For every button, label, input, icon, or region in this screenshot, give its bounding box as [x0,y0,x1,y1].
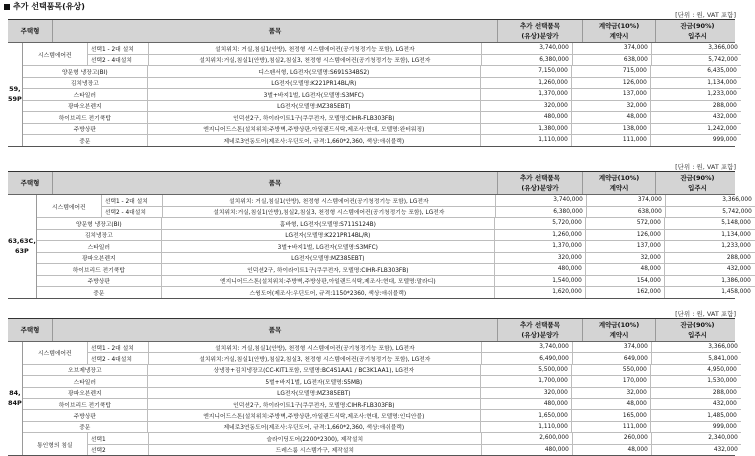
header-item: 품목 [53,319,498,341]
header-deposit [583,319,656,341]
item-description: 인덕션2구, 하이라이트1구(쿠쿠전자, 모델명:CIHR-FLB303FB) [148,112,481,123]
header-deposit-line: 계약금(10%) [598,22,640,30]
row-group [23,43,741,66]
deposit-cell: 638,000 [573,55,652,66]
header-item: 품목 [53,20,498,42]
deposit-cell: 48,000 [572,399,651,409]
balance-cell: 1,134,000 [707,79,737,86]
item-description: 상냉장+김치냉장고(CC-KIT1포함, 모델명:BC4S1AA1 / BC3K1AA1), LG전자 [148,365,481,375]
item-description: LG전자(모델명:MZ385EBT) [162,253,495,264]
item-description: 슬라이딩도어(2200*2300), 제작설치 [149,433,482,443]
item-name: 중문 [23,422,148,432]
header-deposit [583,20,656,42]
table-row [23,388,741,399]
item-name: 하이브리드 전기쿡탑 [23,399,148,409]
price-cell: 7,150,000 [481,66,572,77]
deposit-cell: 638,000 [587,207,666,218]
deposit-cell: 32,000 [572,388,651,398]
item-description: 인덕션2구, 하이라이트1구(쿠쿠전자, 모델명:CIHR-FLB303FB) [148,399,481,409]
deposit-cell: 572,000 [586,218,665,229]
table-header [8,318,735,342]
item-description: 설치위치: 거실,침실1(안방), 천정형 시스템에어컨(공기청정기능 포함), LG전자 [163,195,496,206]
item-name: 주방상판 [23,124,148,135]
item-description: LG전자(모델명:K221PR14BL/R) [148,78,481,89]
table-row [37,287,755,298]
item-description: 설치위치:거실,침실1(안방),침실2,침실3, 천정형 시스템에어컨(공기청정기능 포함), LG전자 [163,207,496,218]
group-name: 시스템에어컨 [23,342,88,364]
option-label: 선택2 - 4대설치 [102,207,163,218]
item-description: 3벌+바지1벌, LG전자(모델명:S3MFC) [148,89,481,100]
item-name: 중문 [23,135,148,146]
balance-cell: 4,950,000 [707,366,737,373]
option-label: 선택1 [88,433,149,443]
item-name: 하이브리드 전기쿡탑 [37,264,162,275]
header-deposit-line: 계약시 [609,32,629,40]
header-deposit-line: 계약금(10%) [598,321,640,329]
row-group [37,195,755,218]
price-cell: 1,380,000 [481,124,572,135]
table-header [8,19,735,43]
deposit-cell: 137,000 [572,89,651,100]
price-cell: 320,000 [481,388,572,398]
header-deposit-line: 계약시 [609,184,629,192]
header-unit-type: 주택형 [8,172,53,194]
balance-cell: 1,233,000 [707,91,737,98]
options-table [8,171,752,299]
item-name: 주방상판 [23,410,148,420]
item-description: LG전자(모델명:MZ385EBT) [148,101,481,112]
deposit-cell: 649,000 [573,353,652,363]
header-price-line: 추가 선택품목 [520,22,560,30]
deposit-cell: 48,000 [586,264,665,275]
item-name: 중문 [37,287,162,298]
deposit-cell: 550,000 [572,365,651,375]
table-row [23,376,741,387]
header-item: 품목 [53,172,498,194]
deposit-cell: 111,000 [572,422,651,432]
item-name: 김치냉장고 [23,78,148,89]
table-row [88,445,741,455]
table-row [23,66,741,78]
table-row [37,218,755,230]
balance-cell: 288,000 [726,254,751,261]
header-deposit-line: 계약시 [609,331,629,339]
balance-cell: 432,000 [713,446,738,453]
price-cell: 1,260,000 [495,230,586,241]
item-name: 스타일러 [23,89,148,100]
price-cell: 320,000 [495,253,586,264]
header-price-line: (유상)분양가 [521,184,559,192]
item-name: 주방상판 [37,276,162,287]
header-unit-type: 주택형 [8,319,53,341]
balance-cell: 1,242,000 [707,125,737,132]
deposit-cell: 48,000 [573,445,652,455]
table-body [8,342,738,456]
header-balance-line: 잔금(90%) [680,174,715,182]
deposit-cell: 374,000 [587,195,666,206]
deposit-cell: 111,000 [572,135,651,146]
balance-cell: 432,000 [726,266,751,273]
balance-cell: 432,000 [712,114,737,121]
deposit-cell: 374,000 [573,342,652,352]
balance-cell: 999,000 [712,137,737,144]
group-name: 통인형의 침실 [23,433,88,455]
header-price [498,319,583,341]
table-row [102,207,755,218]
deposit-cell: 260,000 [573,433,652,443]
row-group [23,433,741,455]
price-cell: 5,720,000 [495,218,586,229]
price-cell: 6,490,000 [482,353,573,363]
square-bullet-icon [4,4,10,10]
table-row [37,241,755,253]
header-balance-line: 입주시 [688,184,707,192]
item-description: 스윙도어(제조사:우딘도어, 규격:1150*2360, 색상:애쉬블랙) [162,287,495,298]
item-name: 스타일러 [23,376,148,386]
table-row [88,353,741,363]
price-cell: 1,370,000 [481,89,572,100]
deposit-cell: 165,000 [572,410,651,420]
table-body [8,43,738,147]
price-cell: 6,380,000 [496,207,587,218]
header-balance-line: 입주시 [688,32,707,40]
unit-label: [단위 : 원, VAT 포함] [675,310,736,318]
option-label: 선택1 - 2대 설치 [102,195,163,206]
header-balance [656,172,739,194]
price-cell: 320,000 [481,101,572,112]
price-cell: 1,110,000 [481,135,572,146]
table-row [37,230,755,242]
unit-type-cell: 63,63C, 63P [8,195,37,298]
table-row [88,342,741,353]
item-description: 3벌+바지1벌, LG전자(모델명:S3MFC) [162,241,495,252]
deposit-cell: 715,000 [572,66,651,77]
balance-cell: 1,233,000 [721,243,751,250]
deposit-cell: 154,000 [586,276,665,287]
balance-cell: 1,134,000 [721,231,751,238]
balance-cell: 5,742,000 [722,208,752,215]
item-description: 5벌+바지1벌, LG전자(모델명:S5MB) [148,376,481,386]
item-description: 설치위치: 거실,침실1(안방), 천정형 시스템에어컨(공기청정기능 포함), LG전자 [149,43,482,54]
item-name: 광파오븐렌지 [23,101,148,112]
section-title-text: 추가 선택품목(유상) [13,2,85,11]
balance-cell: 999,000 [712,423,737,430]
header-deposit [583,172,656,194]
table-row [23,89,741,101]
option-label: 선택2 - 4대설치 [88,55,149,66]
price-cell: 1,260,000 [481,78,572,89]
balance-cell: 3,366,000 [708,344,738,351]
price-cell: 480,000 [482,445,573,455]
table-row [37,276,755,288]
balance-cell: 1,458,000 [721,289,751,296]
item-description: 설치위치:거실,침실1(안방),침실2,침실3, 천정형 시스템에어컨(공기청정기능 포함), LG전자 [149,55,482,66]
balance-cell: 288,000 [712,389,737,396]
deposit-cell: 170,000 [572,376,651,386]
price-cell: 5,500,000 [481,365,572,375]
options-table [8,19,738,147]
table-row [37,253,755,265]
unit-type-cell: 84, 84P [8,342,23,455]
price-cell: 480,000 [481,399,572,409]
deposit-cell: 138,000 [572,124,651,135]
balance-cell: 1,386,000 [721,277,751,284]
group-name: 시스템에어컨 [23,43,88,65]
price-cell: 6,380,000 [482,55,573,66]
table-row [23,112,741,124]
balance-cell: 5,742,000 [708,56,738,63]
header-deposit-line: 계약금(10%) [598,174,640,182]
deposit-cell: 162,000 [586,287,665,298]
item-name: 하이브리드 전기쿡탑 [23,112,148,123]
table-header [8,171,735,195]
table-row [23,124,741,136]
item-name: 양문형 냉장고(BI) [23,66,148,77]
balance-cell: 3,366,000 [722,197,752,204]
table-row [23,365,741,376]
balance-cell: 1,530,000 [707,378,737,385]
price-cell: 1,620,000 [495,287,586,298]
table-row [23,135,741,146]
header-price-line: 추가 선택품목 [520,174,560,182]
deposit-cell: 32,000 [586,253,665,264]
header-balance [656,319,739,341]
price-cell: 1,370,000 [495,241,586,252]
table-row [23,78,741,90]
header-price-line: 추가 선택품목 [520,321,560,329]
unit-label: [단위 : 원, VAT 포함] [675,11,736,19]
price-cell: 480,000 [481,112,572,123]
section-title [4,1,85,12]
header-balance-line: 입주시 [688,331,707,339]
option-label: 선택1 - 2대 설치 [88,342,149,352]
balance-cell: 5,148,000 [721,220,751,227]
price-cell: 1,700,000 [481,376,572,386]
table-row [23,101,741,113]
option-label: 선택2 [88,445,149,455]
table-row [23,399,741,410]
deposit-cell: 137,000 [586,241,665,252]
item-name: 광파오븐렌지 [37,253,162,264]
item-description: 설치위치:거실,침실1(안방),침실2,침실3, 천정형 시스템에어컨(공기청정기능 포함), LG전자 [149,353,482,363]
item-description: 드레스룸 시스템가구, 제작설치 [149,445,482,455]
price-cell: 3,740,000 [482,342,573,352]
table-row [23,422,741,433]
group-name: 시스템에어컨 [37,195,102,217]
deposit-cell: 126,000 [586,230,665,241]
table-row [102,195,755,207]
row-group [23,342,741,365]
balance-cell: 432,000 [712,401,737,408]
deposit-cell: 32,000 [572,101,651,112]
header-balance-line: 잔금(90%) [680,321,715,329]
item-description: 홈바형, LG전자(모델명:S711S124B) [162,218,495,229]
options-table [8,318,738,456]
item-name: 광파오븐렌지 [23,388,148,398]
table-row [88,55,741,66]
item-description: 인덕션2구, 하이라이트1구(쿠쿠전자, 모델명:CIHR-FLB303FB) [162,264,495,275]
balance-cell: 5,841,000 [708,355,738,362]
table-row [23,410,741,421]
item-description: 설치위치: 거실,침실1(안방), 천정형 시스템에어컨(공기청정기능 포함), LG전자 [149,342,482,352]
balance-cell: 288,000 [712,102,737,109]
price-cell: 1,110,000 [481,422,572,432]
balance-cell: 6,435,000 [707,68,737,75]
price-cell: 480,000 [495,264,586,275]
header-price [498,20,583,42]
price-cell: 3,740,000 [482,43,573,54]
item-description: 디스펜서형, LG전자(모델명:S691S34BS2) [148,66,481,77]
item-description: 제네로3연동도어(제조사:우딘도어, 규격:1,660*2,360, 색상:애쉬블랙) [148,422,481,432]
option-label: 선택2 - 4대설치 [88,353,149,363]
item-name: 양문형 냉장고(BI) [37,218,162,229]
unit-type-cell: 59, 59P [8,43,23,146]
balance-cell: 2,340,000 [708,435,738,442]
deposit-cell: 126,000 [572,78,651,89]
header-price-line: (유상)분양가 [521,331,559,339]
header-unit-type: 주택형 [8,20,53,42]
price-cell: 1,650,000 [481,410,572,420]
header-price [498,172,583,194]
price-cell: 1,540,000 [495,276,586,287]
item-description: LG전자(모델명:MZ385EBT) [148,388,481,398]
balance-cell: 3,366,000 [708,45,738,52]
option-label: 선택1 - 2대 설치 [88,43,149,54]
table-row [88,433,741,444]
item-description: 엔지니어드스톤(설치위치:주방벽,주방상판,아일랜드식탁,제조사:현대, 모델명:말라디) [162,276,495,287]
deposit-cell: 374,000 [573,43,652,54]
item-name: 오브제냉장고 [23,365,148,375]
unit-label: [단위 : 원, VAT 포함] [675,163,736,171]
table-body [8,195,752,299]
price-cell: 3,740,000 [496,195,587,206]
header-balance [656,20,739,42]
item-description: LG전자(모델명:K221PR14BL/R) [162,230,495,241]
header-balance-line: 잔금(90%) [680,22,715,30]
header-price-line: (유상)분양가 [521,32,559,40]
balance-cell: 1,485,000 [707,412,737,419]
table-row [88,43,741,55]
table-row [37,264,755,276]
item-name: 스타일러 [37,241,162,252]
item-name: 김치냉장고 [37,230,162,241]
deposit-cell: 48,000 [572,112,651,123]
item-description: 엔지니어드스톤(설치위치:주방벽,주방상판,아일랜드식탁,제조사:현대, 모델명:인디안블) [148,410,481,420]
item-description: 제네로3연동도어(제조사:우딘도어, 규격:1,660*2,360, 색상:애쉬블랙) [148,135,481,146]
item-description: 엔지니어드스톤(설치위치:주방벽,주방상판,아일랜드식탁,제조사:현대, 모델명:완터워징) [148,124,481,135]
price-cell: 2,600,000 [482,433,573,443]
